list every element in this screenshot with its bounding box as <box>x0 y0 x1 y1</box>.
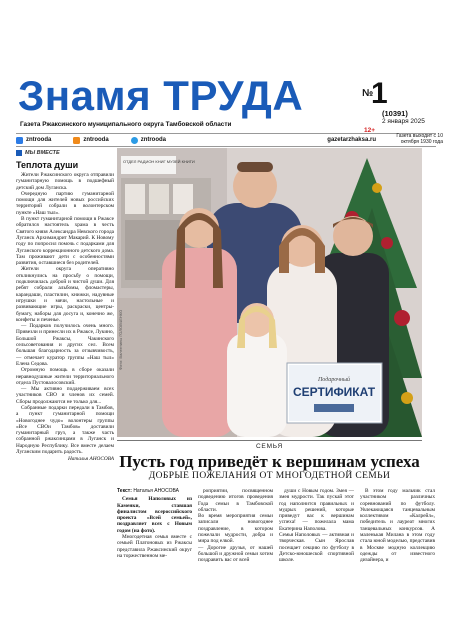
ok-icon <box>73 137 80 144</box>
left-paragraph: — Подарков получилось очень много. Привезли и принесли их в Ржаксе, Лукино, Большой Ржаксы, Чакинского сельсоветования и других сел. Всем большая благодарность за отзывчивость, — отмечает куратор группы «Наш тыл» Елена Седова. <box>16 323 114 367</box>
byline-name: Наталья АНОСОВА <box>133 488 179 494</box>
article-paragraph: Многодетная семья вместе с семьей Платоновых из Ржаксы представила Ржаксинский округ на торжественном ме- <box>117 534 192 559</box>
certificate-top-text: Подарочный <box>317 377 351 383</box>
newspaper-title: Знамя ТРУДА <box>18 72 304 119</box>
social-ok[interactable] <box>73 137 108 144</box>
issue-number: 1 <box>371 77 388 110</box>
left-rubric-label: МЫ ВМЕСТЕ <box>25 150 60 156</box>
left-paragraph: — Мы активно поддерживаем всех участников СВО и членов их семей. Сборы продолжаются не только для... <box>16 386 114 405</box>
article-headline: Пусть год приведёт к вершинам успеха <box>119 452 420 471</box>
left-rubric <box>16 149 114 157</box>
website-link[interactable]: gazetarzhaksa.ru <box>327 137 376 143</box>
social-vk[interactable] <box>16 137 51 144</box>
article-columns <box>117 488 435 623</box>
left-paragraph: Огромную помощь в сборе оказали неравнодушные жители территориального отдела Пустовалосовский. <box>16 367 114 386</box>
left-headline: Теплота души <box>16 160 79 170</box>
byline-label: Текст: <box>117 488 132 494</box>
left-paragraph: Очередную партию гуманитарной помощи для жителей новых российских территорий собрали в волонтерском пункте «Наш тыл». <box>16 190 114 216</box>
left-paragraph: Жители Ржаксинского округа отправили гуманитарную помощь в подшефный детский дом Луганска. <box>16 172 114 191</box>
article-column-2 <box>198 488 273 623</box>
byline <box>117 488 192 494</box>
rubric-marker-icon <box>16 150 22 156</box>
article-paragraph: души с Новым годом. Змея — змея мудрости. Так пускай этот год наполнится правильных и мудрых решений, которые приведут вас к вершинам успеха! — пожелала мама Екатерина Наполова. Семья Наполовых — активная и творческая. Сын Ярослав посещает секцию по футболу в Детско-юношеской спортивной школе. <box>279 488 354 564</box>
left-paragraph: В пункт гуманитарной помощи в Ржаксе обратился настоятель храма в честь Святого князя Александра Невского города Луганск Архимандрит Макарий. К Новому году по попросил помочь с подарками для Луганского коррекционного детского дома. Там проживают дети с особенностями развития, оставшиеся без родителей. <box>16 216 114 267</box>
shop-sign: ОТДЕЛ РАДИОН КНИГ МУЗЕЙ КНИГИ <box>123 159 195 164</box>
article-column-4 <box>360 488 435 623</box>
article-column-1 <box>117 488 192 623</box>
article-paragraph: В этом году мальчик стал участником различных соревнований по футболу. Увлекающаяся танцевальным коллективом «Калрейл», победитель и лауреат многих танцевальных конкурсов. А маленькая Милана в этом году стала юной моделью, представив в Москве модную коллекцию одежды от известного дизайнера, и <box>360 488 435 564</box>
social-vk-label: zntrooda <box>26 137 52 143</box>
article-rubric: СЕМЬЯ <box>117 440 422 450</box>
family-photo-illustration <box>117 148 422 437</box>
social-telegram[interactable] <box>131 137 166 144</box>
left-paragraph: Собранные подарки передали в Тамбов, а пункт гуманитарной помощи «Новогоднее чудо» волонтеры группы «Все СВОи Тамбов» доставили гуманитарный груз, а также часть собранной ржаксинцами в Луганск и Народную Республику. Все вместе делаем Луганским подарить радость. <box>16 404 114 456</box>
social-telegram-label: zntrooda <box>140 137 167 143</box>
left-paragraph: Жители округа оперативно откликнулись на просьбу о помощи, подключилась доброй и чистой души. Для ребят собрали альбомы, фломастеры, карандаши, пластилин, книжки, надувные игрушки и мячи, настольные и развивающие игры, раскраски, центры-бумагу, наборы для досуга и, конечно же, конфеты и печенье. <box>16 266 114 323</box>
left-column-article <box>16 149 114 619</box>
telegram-icon <box>131 137 138 144</box>
family-photo <box>117 148 422 437</box>
left-author: Наталья АНОСОВА <box>67 456 114 463</box>
social-ok-label: zntrooda <box>83 137 109 143</box>
age-rating: 12+ <box>364 127 376 134</box>
article-paragraph: роприятии, посвященном подведению итогов проведения Года семьи в Тамбовской области. Во время мероприятия семьи записали новогоднее поздравление, в котором пожелали мудрости, добра и мира под елкой. — Дорогие друзья, от нашей большой и дружной семьи хотим поздравить вас от всей <box>198 488 273 564</box>
article-subhead: ДОБРЫЕ ПОЖЕЛАНИЯ ОТ МНОГОДЕТНОЙ СЕМЬИ <box>148 471 391 481</box>
newspaper-subtitle: Газета Ржаксинского муниципального округа Тамбовской области <box>20 121 232 128</box>
founded-note: Газета выходит с 10 октября 1930 года <box>396 133 443 145</box>
article-lead: Семья Наполовых из Каменки, ставшая финалистом всероссийского проекта «Всей семьей», поздравляет всех с Новым годом (на фото). <box>117 496 192 534</box>
photo-credit: Фото: Валентины ГОЛОВЧЕНКО <box>118 309 123 370</box>
social-strip <box>16 133 436 147</box>
left-body <box>16 172 114 455</box>
article-column-3 <box>279 488 354 623</box>
issue-sign: № <box>362 88 374 99</box>
issue-total: (10391) <box>382 109 408 118</box>
issue-date: 2 января 2025 <box>382 118 425 125</box>
vk-icon <box>16 137 23 144</box>
certificate-main-text: СЕРТИФИКАТ <box>292 385 376 399</box>
